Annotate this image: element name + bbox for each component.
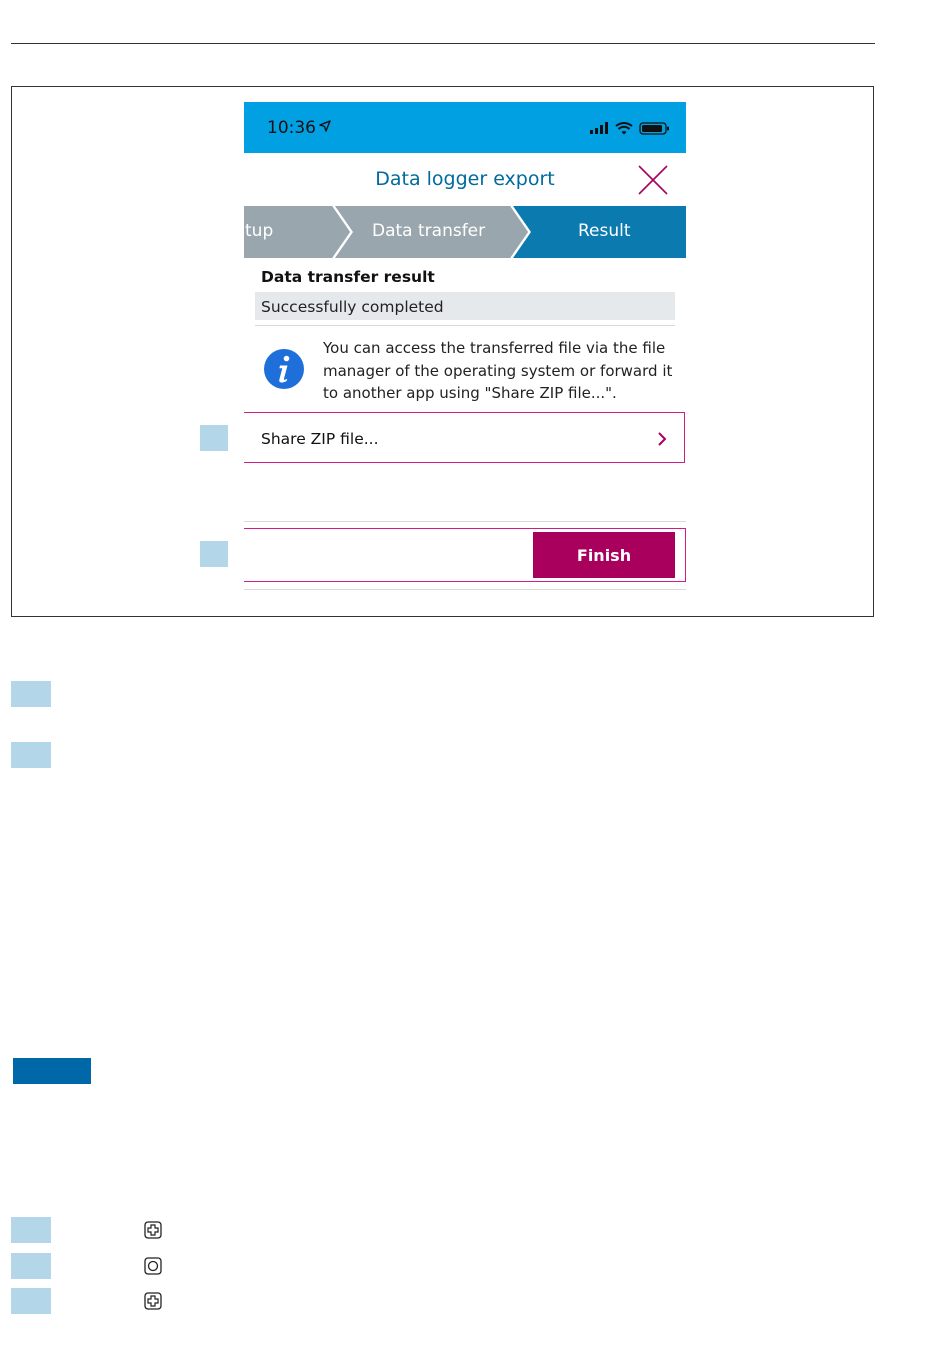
divider bbox=[244, 521, 686, 522]
info-line: manager of the operating system or forward it bbox=[323, 361, 673, 380]
info-line: to another app using "Share ZIP file...". bbox=[323, 384, 617, 402]
battery-icon bbox=[640, 123, 669, 134]
callout-marker-finish bbox=[200, 541, 228, 567]
result-value: Successfully completed bbox=[261, 298, 444, 316]
info-icon bbox=[263, 348, 305, 390]
legend-marker-1 bbox=[11, 681, 51, 707]
section-marker-bar bbox=[13, 1058, 91, 1084]
status-icons bbox=[590, 121, 672, 135]
callout-marker-share bbox=[200, 425, 228, 451]
divider bbox=[244, 589, 686, 590]
plus-key-icon bbox=[144, 1292, 162, 1310]
location-arrow-icon bbox=[319, 120, 331, 132]
step-marker-2 bbox=[11, 1253, 51, 1279]
wifi-icon bbox=[616, 123, 632, 135]
divider bbox=[255, 325, 675, 326]
status-time: 10:36 bbox=[267, 118, 316, 138]
dialog-title: Data logger export bbox=[375, 168, 555, 190]
page-top-rule bbox=[11, 43, 875, 44]
info-message bbox=[323, 337, 675, 405]
step-marker-3 bbox=[11, 1288, 51, 1314]
finish-button[interactable]: Finish bbox=[533, 532, 675, 578]
share-zip-label: Share ZIP file... bbox=[261, 430, 379, 448]
result-label: Data transfer result bbox=[261, 268, 435, 286]
info-line: You can access the transferred file via the file bbox=[323, 339, 666, 357]
step-label-data-transfer: Data transfer bbox=[372, 221, 486, 241]
legend-marker-2 bbox=[11, 742, 51, 768]
circle-key-icon bbox=[144, 1257, 162, 1275]
plus-key-icon bbox=[144, 1221, 162, 1239]
chevron-right-icon bbox=[657, 431, 667, 447]
phone-screen bbox=[244, 102, 686, 592]
signal-icon bbox=[590, 122, 608, 134]
step-label-setup: tup bbox=[245, 221, 274, 241]
step-label-result: Result bbox=[578, 221, 631, 241]
step-marker-1 bbox=[11, 1217, 51, 1243]
close-icon[interactable] bbox=[638, 165, 668, 195]
